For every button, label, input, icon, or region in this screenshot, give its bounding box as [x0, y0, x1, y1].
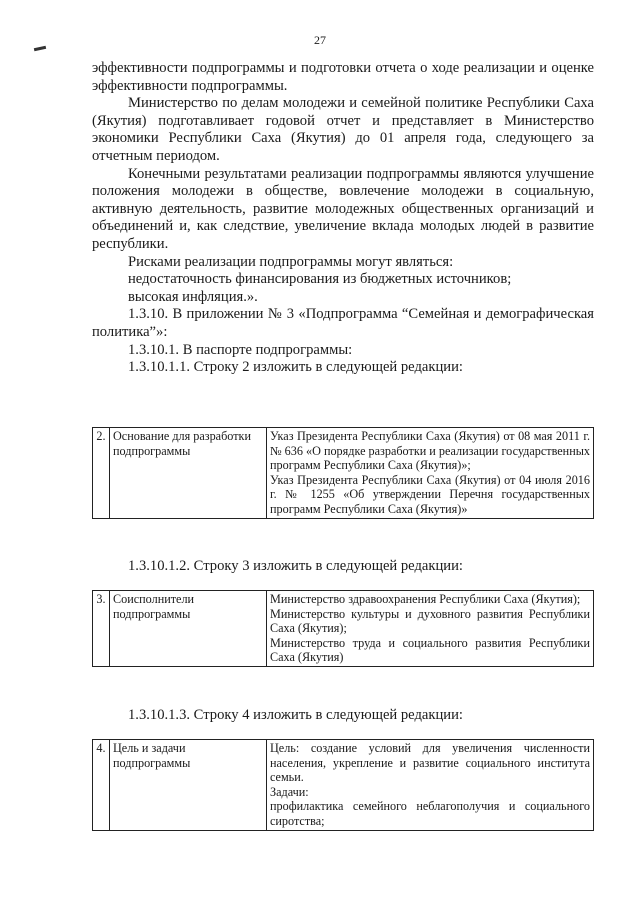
row-content [267, 428, 594, 519]
cell-line: Цель: создание условий для увеличения численности населения, укрепление и развитие социального института семьи. [270, 741, 590, 785]
paragraph: эффективности подпрограммы и подготовки отчета о ходе реализации и оценке эффективности подпрограммы. [92, 60, 594, 94]
row-number: 3. [93, 591, 110, 667]
cell-line: Министерство здравоохранения Республики Саха (Якутия); [270, 592, 581, 606]
cell-line: Указ Президента Республики Саха (Якутия) от 04 июля 2016 г. № 1255 «Об утверждении Перечня государственных программ Республики Саха (Якутия)» [270, 472, 590, 516]
row-content [267, 591, 594, 667]
cell-line: Министерство труда и социального развития Республики Саха (Якутия) [270, 635, 590, 665]
row-number: 2. [93, 428, 110, 519]
paragraph: 1.3.10.1. В паспорте подпрограммы: [128, 341, 353, 358]
paragraph: 1.3.10.1.1. Строку 2 изложить в следующей редакции: [128, 359, 463, 376]
table-row-2 [92, 427, 594, 519]
table-row-3 [92, 590, 594, 667]
row-number: 4. [93, 740, 110, 831]
paragraph: Министерство по делам молодежи и семейной политике Республики Саха (Якутия) подготавливает годовой отчет и представляет в Министерство экономики Республики Саха (Якутия) до 01 апреля года, следующего за отчетным периодом. [92, 95, 594, 164]
cell-line: Задачи: [270, 784, 309, 799]
paragraph: недостаточность финансирования из бюджетных источников; [128, 271, 512, 288]
clause-1-3-10-1-3: 1.3.10.1.3. Строку 4 изложить в следующей редакции: [128, 707, 463, 723]
cell-line: Указ Президента Республики Саха (Якутия) от 08 мая 2011 г. № 636 «О порядке разработки и реализации государственных программ Республики Саха (Якутия)»; [270, 429, 591, 473]
paragraph: высокая инфляция.». [128, 288, 258, 305]
paragraph: Конечными результатами реализации подпрограммы являются улучшение положения молодежи в обществе, вовлечение молодежи в социальную, активную деятельность, развитие молодежных общественных организаций и объединений и, как следствие, увеличение вклада молодых людей в развитие республики. [92, 165, 594, 252]
body-text [92, 60, 594, 377]
cell-line: профилактика семейного неблагополучия и социального сиротства; [270, 799, 590, 828]
row-name: Основание для разработки подпрограммы [110, 428, 267, 519]
row-name: Цель и задачи подпрограммы [110, 740, 267, 831]
row-name: Соисполнители подпрограммы [110, 591, 267, 667]
cell-line: Министерство культуры и духовного развития Республики Саха (Якутия); [270, 606, 590, 636]
page-number: 27 [314, 33, 326, 47]
paragraph: Рисками реализации подпрограммы могут являться: [128, 253, 454, 270]
row-content [267, 740, 594, 831]
table-row-4 [92, 739, 594, 831]
clause-1-3-10-1-2: 1.3.10.1.2. Строку 3 изложить в следующей редакции: [128, 558, 463, 574]
paragraph: 1.3.10. В приложении № 3 «Подпрограмма “Семейная и демографическая политика”»: [92, 306, 594, 340]
